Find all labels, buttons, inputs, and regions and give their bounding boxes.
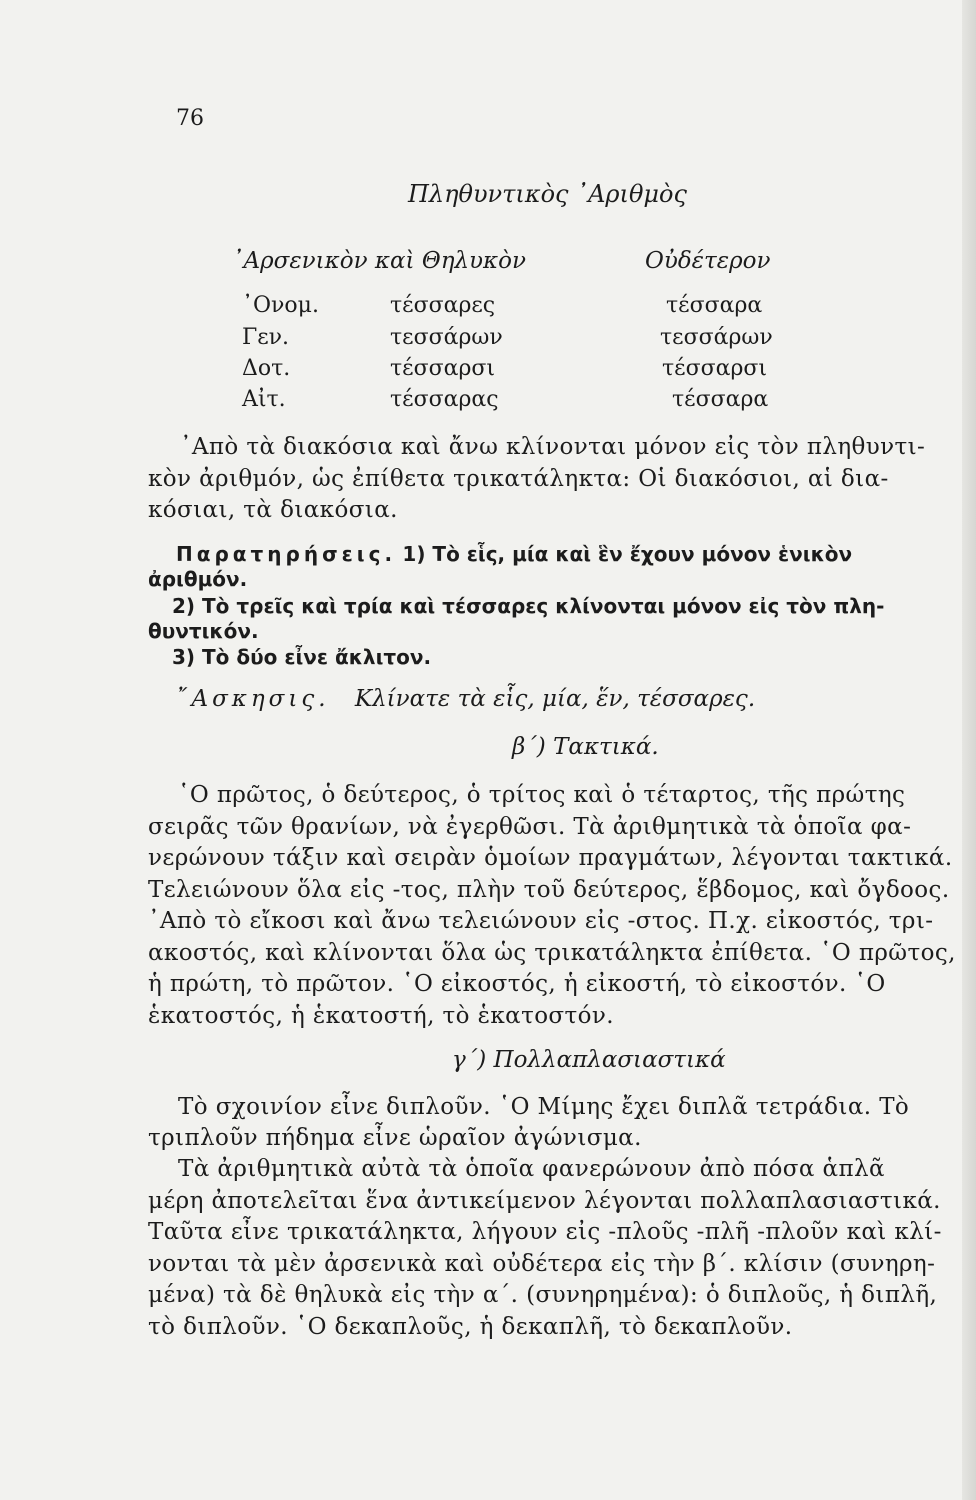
table-header-masc-fem: ᾿Αρσενικὸν καὶ Θηλυκὸν (232, 248, 526, 274)
masc-fem-form: τεσσάρων (390, 325, 503, 350)
text-line: κόσιαι, τὰ διακόσια. (148, 497, 398, 523)
case-label: ᾿Ονομ. (242, 293, 319, 318)
text-line: κὸν ἀριθμόν, ὡς ἐπίθετα τρικατάληκτα: Οἱ διακόσιοι, αἱ δια- (148, 466, 889, 492)
remark-1: 1) Τὸ εἷς, μία καὶ ἓν ἔχουν μόνον ἑνικὸν (402, 542, 853, 566)
table-header-neuter: Οὐδέτερον (645, 248, 771, 274)
text-line: ἑκατοστός, ἡ ἑκατοστή, τὸ ἑκατοστόν. (148, 1003, 614, 1029)
remarks-label: Παρατηρήσεις. (176, 542, 397, 566)
text-line: νονται τὰ μὲν ἀρσενικὰ καὶ οὐδέτερα εἰς τὴν β΄. κλίσιν (συνηρη- (148, 1251, 936, 1277)
masc-fem-form: τέσσαρας (390, 387, 499, 412)
text-line: Τὸ σχοινίον εἶνε διπλοῦν. ῾Ο Μίμης ἔχει διπλᾶ τετράδια. Τὸ (178, 1094, 910, 1120)
text-line: ᾿Απὸ τὸ εἴκοσι καὶ ἄνω τελειώνουν εἰς -στος. Π.χ. εἰκοστός, τρι- (148, 908, 934, 934)
exercise-label: ῎Ασκησις. (176, 686, 330, 712)
masc-fem-form: τέσσαρες (390, 293, 496, 318)
text-line: τριπλοῦν πήδημα εἶνε ὡραῖον ἀγώνισμα. (148, 1125, 642, 1151)
text-line: ακοστός, καὶ κλίνονται ὅλα ὡς τρικατάληκτα ἐπίθετα. ῾Ο πρῶτος, (148, 940, 956, 966)
text-line: Τὰ ἀριθμητικὰ αὐτὰ τὰ ὁποῖα φανερώνουν ἀπὸ πόσα ἁπλᾶ (178, 1156, 885, 1182)
remark-1-cont: ἀριθμόν. (148, 567, 248, 591)
text-line: ᾿Απὸ τὰ διακόσια καὶ ἄνω κλίνονται μόνον εἰς τὸν πληθυντι- (180, 434, 926, 460)
text-line: Ταῦτα εἶνε τρικατάληκτα, λήγουν εἰς -πλοῦς -πλῆ -πλοῦν καὶ κλί- (148, 1219, 942, 1245)
section-heading-ordinals: β΄) Τακτικά. (512, 734, 659, 760)
remark-3: 3) Τὸ δύο εἶνε ἄκλιτον. (172, 645, 432, 669)
text-line: τὸ διπλοῦν. ῾Ο δεκαπλοῦς, ἡ δεκαπλῆ, τὸ δεκαπλοῦν. (148, 1314, 793, 1340)
neuter-form: τέσσαρα (666, 293, 763, 318)
text-line: μέρη ἀποτελεῖται ἕνα ἀντικείμενον λέγονται πολλαπλασιαστικά. (148, 1188, 941, 1214)
text-line: νερώνουν τάξιν καὶ σειρὰν ὁμοίων πραγμάτων, λέγονται τακτικά. (148, 845, 953, 871)
neuter-form: τέσσαρσι (662, 356, 768, 381)
section-title: Πληθυντικὸς ᾿Αριθμὸς (408, 180, 687, 208)
text-line: ἡ πρώτη, τὸ πρῶτον. ῾Ο εἰκοστός, ἡ εἰκοστή, τὸ εἰκοστόν. ῾Ο (148, 971, 886, 997)
text-line: μένα) τὰ δὲ θηλυκὰ εἰς τὴν α΄. (συνηρημένα): ὁ διπλοῦς, ἡ διπλῆ, (148, 1282, 938, 1308)
text-line: Τελειώνουν ὅλα εἰς -τος, πλὴν τοῦ δεύτερος, ἕβδομος, καὶ ὄγδοος. (148, 877, 950, 903)
remark-2: 2) Τὸ τρεῖς καὶ τρία καὶ τέσσαρες κλίνονται μόνον εἰς τὸν πλη- (172, 594, 885, 618)
case-label: Δοτ. (242, 356, 291, 381)
section-heading-multiplicatives: γ΄) Πολλαπλασιαστικά (452, 1047, 726, 1073)
exercise-line (176, 686, 755, 712)
neuter-form: τέσσαρα (672, 387, 769, 412)
neuter-form: τεσσάρων (660, 325, 773, 350)
case-label: Αἰτ. (242, 387, 286, 412)
text-line: σειρᾶς τῶν θρανίων, νὰ ἐγερθῶσι. Τὰ ἀριθμητικὰ τὰ ὁποῖα φα- (148, 814, 912, 840)
case-label: Γεν. (242, 325, 290, 350)
remarks-line-1 (176, 542, 852, 566)
remark-2-cont: θυντικόν. (148, 619, 259, 643)
masc-fem-form: τέσσαρσι (390, 356, 496, 381)
exercise-text: Κλίνατε τὰ εἷς, μία, ἕν, τέσσαρες. (354, 686, 756, 712)
page-edge (962, 0, 976, 1500)
text-line: ῾Ο πρῶτος, ὁ δεύτερος, ὁ τρίτος καὶ ὁ τέταρτος, τῆς πρώτης (178, 782, 906, 808)
page-number: 76 (176, 106, 204, 131)
